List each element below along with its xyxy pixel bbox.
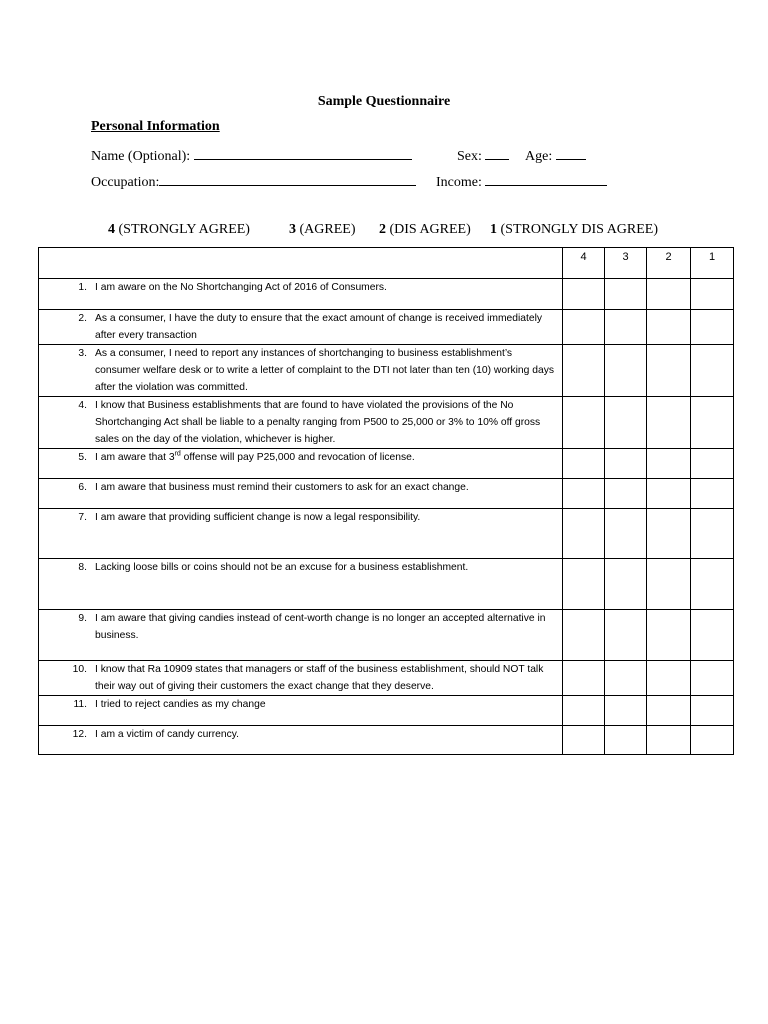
- rating-cell-2[interactable]: [647, 279, 691, 310]
- rating-cell-2[interactable]: [647, 509, 691, 559]
- rating-cell-3[interactable]: [605, 726, 647, 755]
- item-number: 4.: [78, 400, 87, 411]
- table-row: [39, 661, 734, 696]
- sex-label: Sex:: [457, 149, 482, 164]
- item-number: 1.: [78, 282, 87, 293]
- income-field: [436, 172, 607, 191]
- rating-cell-1[interactable]: [691, 696, 734, 726]
- rating-cell-3[interactable]: [605, 509, 647, 559]
- rating-cell-3[interactable]: [605, 559, 647, 610]
- age-field: [525, 146, 586, 165]
- item-text: I tried to reject candies as my change: [95, 699, 266, 710]
- item-text: I am aware on the No Shortchanging Act of 2016 of Consumers.: [95, 282, 387, 293]
- name-label: Name (Optional):: [91, 149, 191, 164]
- rating-cell-4[interactable]: [563, 479, 605, 509]
- rating-cell-3[interactable]: [605, 661, 647, 696]
- rating-cell-2[interactable]: [647, 726, 691, 755]
- rating-cell-4[interactable]: [563, 610, 605, 661]
- table-row: [39, 449, 734, 479]
- rating-cell-4[interactable]: [563, 509, 605, 559]
- item-text: As a consumer, I have the duty to ensure that the exact amount of change is received immediately after every transaction: [95, 313, 543, 341]
- sex-field: [457, 146, 509, 165]
- scale-disagree: 2 (DIS AGREE): [379, 222, 471, 237]
- item-text: I am aware that providing sufficient change is now a legal responsibility.: [95, 512, 421, 523]
- item-number: 7.: [78, 512, 87, 523]
- column-header-2: 2: [647, 248, 691, 279]
- rating-cell-3[interactable]: [605, 610, 647, 661]
- rating-cell-1[interactable]: [691, 479, 734, 509]
- rating-cell-2[interactable]: [647, 479, 691, 509]
- item-text: I am aware that giving candies instead of cent-worth change is no longer an accepted alternative in business.: [95, 613, 546, 641]
- table-row: [39, 279, 734, 310]
- occupation-blank[interactable]: [159, 172, 416, 186]
- sex-blank[interactable]: [485, 146, 509, 160]
- page-title: Sample Questionnaire: [317, 94, 451, 109]
- name-blank[interactable]: [194, 146, 412, 160]
- income-blank[interactable]: [485, 172, 607, 186]
- scale-strongly-disagree: 1 (STRONGLY DIS AGREE): [490, 222, 659, 237]
- rating-cell-4[interactable]: [563, 310, 605, 345]
- item-text: I am aware that business must remind their customers to ask for an exact change.: [95, 482, 469, 493]
- rating-cell-2[interactable]: [647, 345, 691, 397]
- table-row: [39, 696, 734, 726]
- occupation-field: [91, 172, 416, 191]
- item-text: As a consumer, I need to report any instances of shortchanging to business establishment’s consumer welfare desk or to write a letter of complaint to the DTI not later than ten (10) working days after the violation was committed.: [95, 348, 554, 393]
- rating-cell-1[interactable]: [691, 397, 734, 449]
- rating-cell-3[interactable]: [605, 397, 647, 449]
- rating-cell-1[interactable]: [691, 610, 734, 661]
- rating-cell-4[interactable]: [563, 559, 605, 610]
- table-row: [39, 509, 734, 559]
- item-text: Lacking loose bills or coins should not be an excuse for a business establishment.: [95, 562, 469, 573]
- item-number: 2.: [78, 313, 87, 324]
- table-row: [39, 610, 734, 661]
- item-text: I am a victim of candy currency.: [95, 729, 240, 740]
- rating-cell-2[interactable]: [647, 449, 691, 479]
- rating-cell-3[interactable]: [605, 345, 647, 397]
- column-header-1: 1: [691, 248, 734, 279]
- column-header-4: 4: [563, 248, 605, 279]
- rating-cell-1[interactable]: [691, 279, 734, 310]
- item-number: 9.: [78, 613, 87, 624]
- questionnaire-table: [38, 247, 734, 755]
- item-number: 3.: [78, 348, 87, 359]
- rating-cell-1[interactable]: [691, 661, 734, 696]
- rating-cell-1[interactable]: [691, 559, 734, 610]
- rating-cell-3[interactable]: [605, 449, 647, 479]
- rating-cell-1[interactable]: [691, 310, 734, 345]
- table-row: [39, 559, 734, 610]
- rating-cell-4[interactable]: [563, 661, 605, 696]
- age-label: Age:: [525, 149, 553, 164]
- rating-cell-2[interactable]: [647, 559, 691, 610]
- rating-cell-1[interactable]: [691, 345, 734, 397]
- table-row: [39, 479, 734, 509]
- name-field: [91, 146, 412, 165]
- age-blank[interactable]: [556, 146, 586, 160]
- item-number: 10.: [72, 664, 87, 675]
- rating-cell-1[interactable]: [691, 509, 734, 559]
- rating-cell-4[interactable]: [563, 726, 605, 755]
- rating-cell-2[interactable]: [647, 696, 691, 726]
- scale-strongly-agree: 4 (STRONGLY AGREE): [108, 222, 250, 237]
- rating-cell-2[interactable]: [647, 310, 691, 345]
- rating-cell-3[interactable]: [605, 479, 647, 509]
- item-number: 5.: [78, 452, 87, 463]
- table-header-row: [39, 248, 734, 279]
- column-header-3: 3: [605, 248, 647, 279]
- section-heading: Personal Information: [91, 119, 220, 134]
- rating-cell-1[interactable]: [691, 449, 734, 479]
- item-number: 12.: [72, 729, 87, 740]
- rating-cell-2[interactable]: [647, 661, 691, 696]
- rating-cell-4[interactable]: [563, 345, 605, 397]
- rating-cell-4[interactable]: [563, 397, 605, 449]
- rating-cell-4[interactable]: [563, 449, 605, 479]
- item-number: 11.: [73, 699, 87, 710]
- rating-cell-4[interactable]: [563, 696, 605, 726]
- rating-cell-2[interactable]: [647, 397, 691, 449]
- table-row: [39, 726, 734, 755]
- table-row: [39, 397, 734, 449]
- scale-agree: 3 (AGREE): [289, 222, 356, 237]
- rating-cell-3[interactable]: [605, 310, 647, 345]
- item-number: 8.: [78, 562, 87, 573]
- rating-cell-3[interactable]: [605, 696, 647, 726]
- item-text: I know that Business establishments that are found to have violated the provisions of the No Shortchanging Act shall be liable to a penalty ranging from P500 to 25,000 or 3% to 10% off gross sales on the day of the violation, whichever is higher.: [95, 400, 541, 445]
- table-row: [39, 310, 734, 345]
- rating-cell-3[interactable]: [605, 279, 647, 310]
- rating-cell-1[interactable]: [691, 726, 734, 755]
- occupation-label: Occupation:: [91, 175, 160, 190]
- rating-cell-4[interactable]: [563, 279, 605, 310]
- item-text: I know that Ra 10909 states that managers or staff of the business establishment, should NOT talk their way out of giving their customers the exact change that they deserve.: [95, 664, 544, 692]
- item-number: 6.: [78, 482, 87, 493]
- header-blank-cell: [39, 248, 563, 279]
- item-text: I am aware that 3rd offense will pay P25,000 and revocation of license.: [95, 450, 415, 463]
- income-label: Income:: [436, 175, 482, 190]
- rating-cell-2[interactable]: [647, 610, 691, 661]
- table-row: [39, 345, 734, 397]
